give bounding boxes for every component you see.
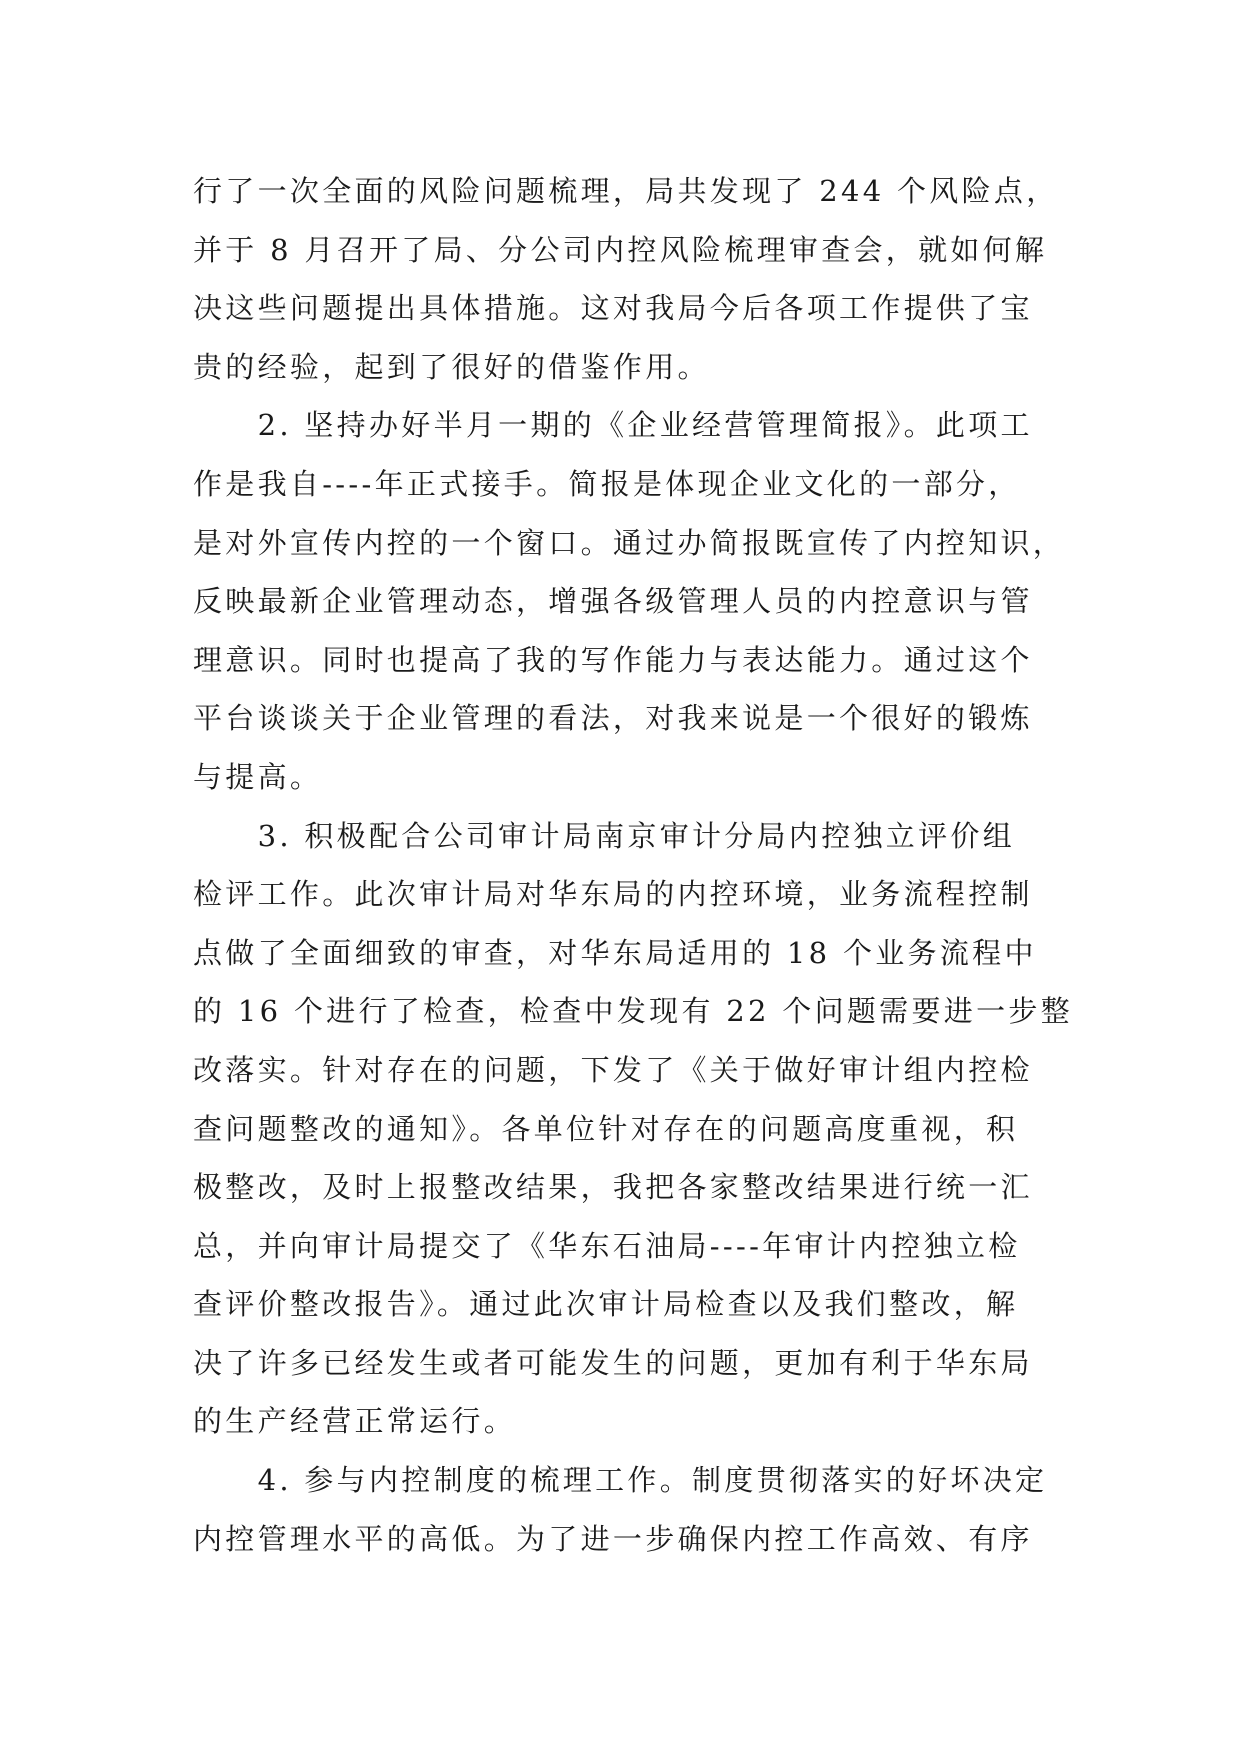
text-line: 内控管理水平的高低。为了进一步确保内控工作高效、有序 bbox=[193, 1521, 1033, 1556]
text-line: 3. 积极配合公司审计局南京审计分局内控独立评价组 bbox=[193, 818, 1015, 853]
text-line: 反映最新企业管理动态，增强各级管理人员的内控意识与管 bbox=[193, 584, 1033, 619]
text-line: 改落实。针对存在的问题，下发了《关于做好审计组内控检 bbox=[193, 1052, 1033, 1087]
text-line: 行了一次全面的风险问题梳理，局共发现了 244 个风险点， bbox=[193, 174, 1059, 208]
text-line: 极整改，及时上报整改结果，我把各家整改结果进行统一汇 bbox=[193, 1170, 1033, 1205]
text-line: 查评价整改报告》。通过此次审计局检查以及我们整改，解 bbox=[193, 1287, 1019, 1322]
text-line: 的 16 个进行了检查，检查中发现有 22 个问题需要进一步整 bbox=[193, 994, 1073, 1029]
text-line: 平台谈谈关于企业管理的看法，对我来说是一个很好的锻炼 bbox=[193, 701, 1033, 736]
paragraph-item-3 bbox=[193, 807, 1073, 1452]
text-line: 点做了全面细致的审查，对华东局适用的 18 个业务流程中 bbox=[193, 935, 1037, 970]
text-line: 并于 8 月召开了局、分公司内控风险梳理审查会，就如何解 bbox=[193, 232, 1048, 267]
text-line: 作是我自----年正式接手。简报是体现企业文化的一部分， bbox=[193, 466, 1021, 501]
text-line: 与提高。 bbox=[193, 759, 323, 794]
paragraph-continuation bbox=[193, 162, 1059, 396]
text-line: 是对外宣传内控的一个窗口。通过办简报既宣传了内控知识， bbox=[193, 525, 1066, 560]
text-line: 的生产经营正常运行。 bbox=[193, 1404, 517, 1439]
text-line: 理意识。同时也提高了我的写作能力与表达能力。通过这个 bbox=[193, 642, 1033, 677]
text-line: 检评工作。此次审计局对华东局的内控环境，业务流程控制 bbox=[193, 877, 1033, 912]
text-line: 查问题整改的通知》。各单位针对存在的问题高度重视，积 bbox=[193, 1111, 1019, 1146]
paragraph-item-4 bbox=[193, 1451, 1053, 1568]
text-line: 4. 参与内控制度的梳理工作。制度贯彻落实的好坏决定 bbox=[193, 1463, 1048, 1498]
paragraph-item-2 bbox=[193, 396, 1066, 806]
text-line: 贵的经验，起到了很好的借鉴作用。 bbox=[193, 349, 710, 384]
text-line: 总，并向审计局提交了《华东石油局----年审计内控独立检 bbox=[193, 1228, 1021, 1263]
text-line: 决这些问题提出具体措施。这对我局今后各项工作提供了宝 bbox=[193, 291, 1033, 326]
text-line: 2. 坚持办好半月一期的《企业经营管理简报》。此项工 bbox=[193, 408, 1033, 443]
text-line: 决了许多已经发生或者可能发生的问题，更加有利于华东局 bbox=[193, 1345, 1033, 1380]
document-body bbox=[193, 162, 1073, 1568]
